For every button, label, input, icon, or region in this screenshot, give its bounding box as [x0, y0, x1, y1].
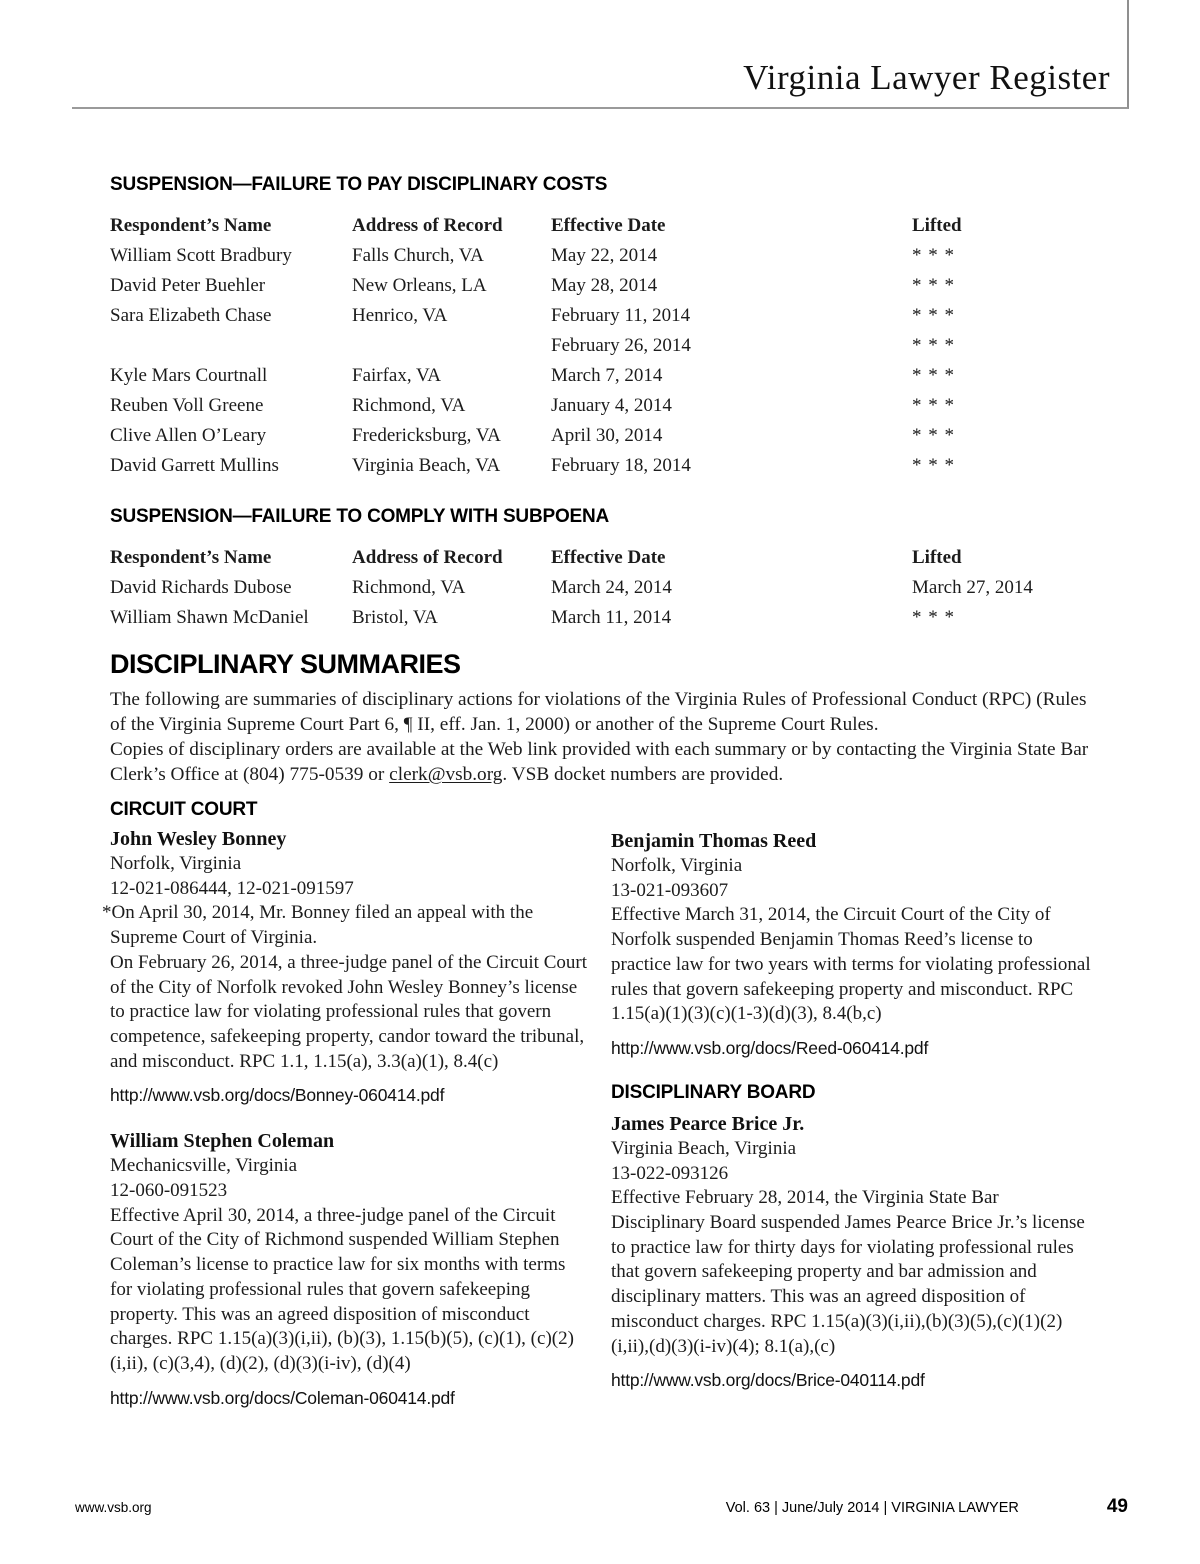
column-header-lifted: Lifted — [912, 215, 962, 236]
table-cell-address: Richmond, VA — [352, 395, 466, 416]
table-cell-lifted: * * * — [912, 365, 955, 386]
column-header-name: Respondent’s Name — [110, 547, 272, 568]
table-cell-address — [352, 331, 551, 361]
intro-paragraph-1: The following are summaries of disciplinary actions for violations of the Virginia Rules of Professional Conduct (RPC) (Rules of the Virginia Supreme Court Part 6, ¶ II, eff. Jan. 1, 2000) or another of the Supreme Court Rules. — [110, 689, 1087, 735]
table-cell-effective-date: February 18, 2014 — [551, 455, 691, 476]
table-cell-effective-date: March 24, 2014 — [551, 577, 672, 598]
table-cell-name: Clive Allen O’Leary — [110, 425, 267, 446]
suspension-subpoena-table — [110, 543, 1092, 633]
table-cell-address: Fairfax, VA — [352, 365, 442, 386]
table-cell-name: Reuben Voll Greene — [110, 395, 264, 416]
table-cell-name: David Peter Buehler — [110, 275, 266, 296]
summaries-columns — [102, 799, 1092, 1432]
left-column — [102, 799, 591, 1432]
table-cell-lifted: * * * — [912, 607, 955, 628]
table-cell-address: Bristol, VA — [352, 607, 438, 628]
table-cell-lifted: March 27, 2014 — [912, 577, 1033, 598]
section-heading-suspension-costs: SUSPENSION—FAILURE TO PAY DISCIPLINARY COSTS — [110, 174, 608, 195]
document-link[interactable]: http://www.vsb.org/docs/Reed-060414.pdf — [611, 1037, 929, 1058]
column-header-effective-date: Effective Date — [551, 215, 666, 236]
column-header-address: Address of Record — [352, 547, 503, 568]
disciplinary-summaries-heading: DISCIPLINARY SUMMARIES — [110, 649, 461, 679]
respondent-name: John Wesley Bonney — [110, 828, 287, 850]
footer-website-link[interactable]: www.vsb.org — [75, 1500, 152, 1515]
column-header-address: Address of Record — [352, 215, 503, 236]
docket-numbers: 12-021-086444, 12-021-091597 — [110, 877, 354, 899]
table-cell-name: Sara Elizabeth Chase — [110, 305, 272, 326]
table-cell-address: Falls Church, VA — [352, 245, 484, 266]
appeal-note: *On April 30, 2014, Mr. Bonney filed an appeal with the Supreme Court of Virginia. — [102, 902, 534, 949]
docket-numbers: 12-060-091523 — [110, 1180, 228, 1202]
circuit-court-heading: CIRCUIT COURT — [110, 799, 258, 820]
table-cell-name — [110, 331, 352, 361]
summary-text: Effective March 31, 2014, the Circuit Court of the City of Norfolk suspended Benjamin Thomas Reed’s license to practice law for two years with terms for violating professional rules that govern safekeeping property and misconduct. RPC 1.15(a)(1)(3)(c)(1-3)(d)(3), 8.4(b,c) — [611, 904, 1091, 1025]
table-cell-effective-date: May 28, 2014 — [551, 275, 658, 296]
suspension-costs-table — [110, 211, 1092, 481]
table-cell-effective-date: April 30, 2014 — [551, 425, 663, 446]
table-cell-address: Virginia Beach, VA — [352, 455, 501, 476]
page-title: Virginia Lawyer Register — [743, 58, 1110, 97]
summary-text: Effective February 28, 2014, the Virginia State Bar Disciplinary Board suspended James Pearce Brice Jr.’s license to practice law for thirty days for violating professional rules that govern safekeeping property and bar admission and disciplinary matters. This was an agreed disposition of misconduct charges. RPC 1.15(a)(3)(i,ii),(b)(3)(5),(c)(1)(2)(i,ii),(d)(3)(i-iv)(4); 8.1(a),(c) — [611, 1187, 1085, 1357]
footer-issue-info — [726, 1496, 1128, 1518]
document-link[interactable]: http://www.vsb.org/docs/Brice-040114.pdf — [611, 1370, 925, 1391]
table-cell-name: Kyle Mars Courtnall — [110, 365, 268, 386]
document-link[interactable]: http://www.vsb.org/docs/Coleman-060414.pdf — [110, 1387, 455, 1408]
summary-entry-brice — [611, 1112, 1092, 1391]
respondent-name: James Pearce Brice Jr. — [611, 1112, 805, 1135]
summary-entry-bonney — [102, 827, 591, 1106]
disciplinary-board-heading: DISCIPLINARY BOARD — [611, 1081, 816, 1103]
document-link[interactable]: http://www.vsb.org/docs/Bonney-060414.pdf — [110, 1085, 445, 1106]
summary-text: Effective April 30, 2014, a three-judge panel of the Circuit Court of the City of Richmond suspended William Stephen Coleman’s license to practice law for six months with terms for violating professional rules that govern safekeeping property. This was an agreed disposition of misconduct charges. RPC 1.15(a)(3)(i,ii), (b)(3), 1.15(b)(5), (c)(1), (c)(2)(i,ii), (c)(3,4), (d)(2), (d)(3)(i-iv), (d)(4) — [110, 1204, 574, 1374]
table-cell-effective-date: January 4, 2014 — [551, 395, 672, 416]
footer-page-number: 49 — [1106, 1496, 1128, 1517]
table-cell-effective-date: February 11, 2014 — [551, 305, 691, 326]
table-cell-address: Fredericksburg, VA — [352, 425, 501, 446]
docket-numbers: 13-022-093126 — [611, 1162, 729, 1184]
table-cell-address: New Orleans, LA — [352, 275, 487, 296]
summary-entry-reed — [611, 829, 1092, 1059]
table-cell-name: David Garrett Mullins — [110, 455, 279, 476]
respondent-name: Benjamin Thomas Reed — [611, 830, 817, 852]
table-cell-name: William Shawn McDaniel — [110, 607, 309, 628]
column-header-name: Respondent’s Name — [110, 215, 272, 236]
respondent-location: Norfolk, Virginia — [611, 855, 743, 876]
table-cell-lifted: * * * — [912, 455, 955, 476]
table-cell-lifted: * * * — [912, 395, 955, 416]
respondent-location: Norfolk, Virginia — [110, 853, 242, 874]
docket-numbers: 13-021-093607 — [611, 879, 729, 901]
summaries-intro — [110, 687, 1092, 787]
table-cell-effective-date: May 22, 2014 — [551, 245, 658, 266]
section-heading-suspension-subpoena: SUSPENSION—FAILURE TO COMPLY WITH SUBPOENA — [110, 506, 610, 527]
intro-paragraph-2-text: Copies of disciplinary orders are available at the Web link provided with each summary or by contacting the Virginia State Bar Clerk’s Office at (804) 775-0539 or — [110, 739, 1089, 785]
table-cell-address: Richmond, VA — [352, 577, 466, 598]
table-cell-lifted: * * * — [912, 305, 955, 326]
table-cell-effective-date: March 7, 2014 — [551, 365, 663, 386]
respondent-location: Virginia Beach, Virginia — [611, 1137, 797, 1159]
page-content — [102, 174, 1092, 1432]
respondent-location: Mechanicsville, Virginia — [110, 1155, 298, 1177]
table-cell-lifted: * * * — [912, 245, 955, 266]
respondent-name: William Stephen Coleman — [110, 1130, 335, 1153]
table-cell-effective-date: February 26, 2014 — [551, 335, 691, 356]
table-cell-lifted: * * * — [912, 335, 955, 356]
table-cell-lifted: * * * — [912, 425, 955, 446]
table-cell-name: William Scott Bradbury — [110, 245, 292, 266]
footer-issue-text: Vol. 63 | June/July 2014 | VIRGINIA LAWYER — [725, 1500, 1019, 1516]
intro-paragraph-2-tail: . VSB docket numbers are provided. — [502, 764, 784, 785]
column-header-effective-date: Effective Date — [551, 547, 666, 568]
right-column — [611, 799, 1092, 1432]
table-cell-effective-date: March 11, 2014 — [551, 607, 672, 628]
column-header-lifted: Lifted — [912, 547, 962, 568]
table-cell-lifted: * * * — [912, 275, 955, 296]
summary-entry-coleman — [110, 1129, 591, 1408]
table-cell-address: Henrico, VA — [352, 305, 448, 326]
summary-text: On February 26, 2014, a three-judge panel of the Circuit Court of the City of Norfolk revoked John Wesley Bonney’s license to practice law for violating professional rules that govern competence, safekeeping property, candor toward the tribunal, and misconduct. RPC 1.1, 1.15(a), 3.3(a)(1), 8.4(c) — [110, 951, 587, 1072]
table-cell-name: David Richards Dubose — [110, 577, 292, 598]
page-footer — [75, 1496, 1128, 1518]
intro-paragraph-2 — [110, 737, 1092, 787]
masthead — [72, 0, 1129, 109]
clerk-email-link[interactable]: clerk@vsb.org — [389, 764, 503, 785]
